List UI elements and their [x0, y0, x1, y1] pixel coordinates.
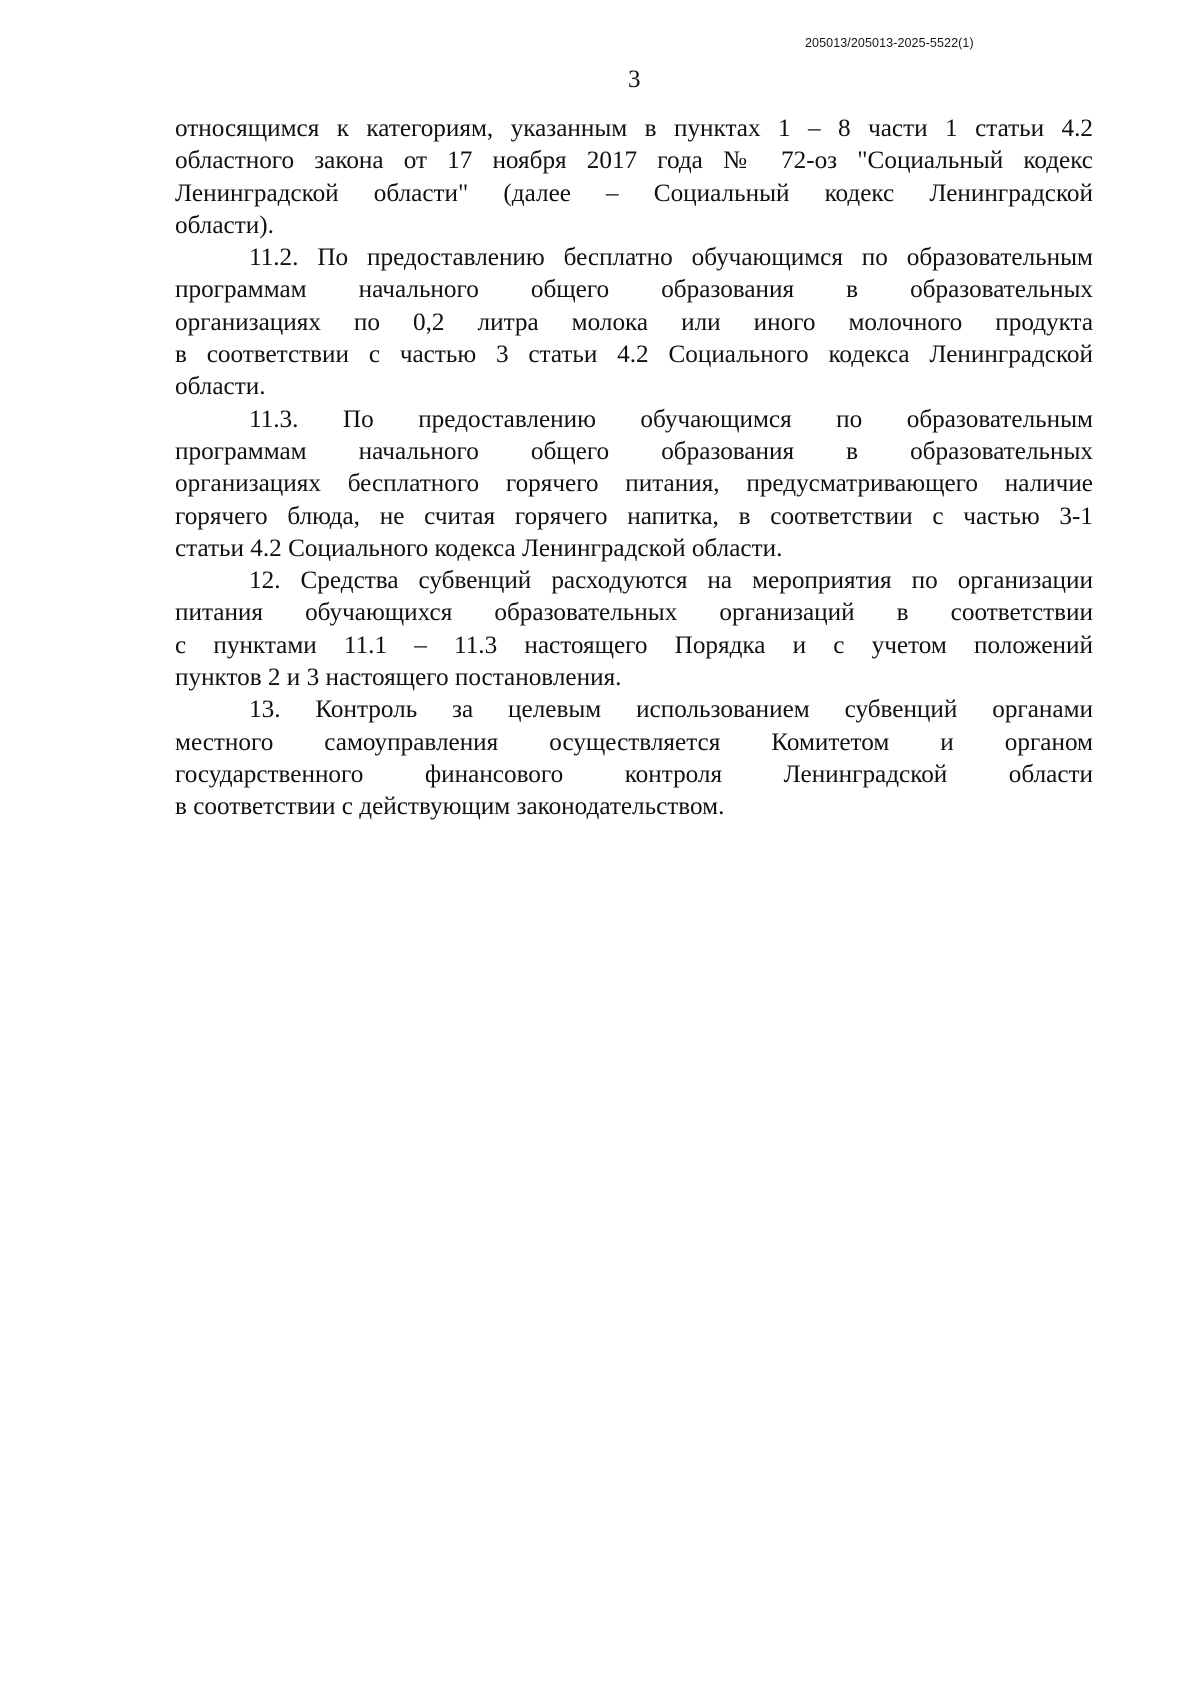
- text-line: программам начального общего образования в образовательных: [175, 276, 1093, 304]
- paragraph-13: [175, 694, 1093, 823]
- text-line: 12. Средства субвенций расходуются на мероприятия по организации: [249, 567, 1093, 595]
- text-line: 11.2. По предоставлению бесплатно обучающимся по образовательным: [249, 244, 1093, 272]
- text-line: горячего блюда, не считая горячего напитка, в соответствии с частью 3-1: [175, 502, 1093, 530]
- document-body: [175, 113, 1093, 824]
- paragraph-continuation: [175, 113, 1093, 242]
- text-line: Ленинградской области" (далее – Социальный кодекс Ленинградской: [175, 179, 1093, 207]
- page-number: 3: [628, 66, 641, 93]
- text-line: питания обучающихся образовательных организаций в соответствии: [175, 599, 1093, 627]
- paragraph-11-2: [175, 242, 1093, 403]
- text-line: 11.3. По предоставлению обучающимся по образовательным: [249, 405, 1093, 433]
- text-line: областного закона от 17 ноября 2017 года № 72-оз "Социальный кодекс: [175, 147, 1093, 175]
- text-line: пунктов 2 и 3 настоящего постановления.: [175, 664, 622, 692]
- text-line: области.: [175, 373, 266, 401]
- text-line: с пунктами 11.1 – 11.3 настоящего Порядка и с учетом положений: [175, 631, 1093, 659]
- text-line: программам начального общего образования в образовательных: [175, 437, 1093, 465]
- paragraph-12: [175, 565, 1093, 694]
- text-line: в соответствии с действующим законодательством.: [175, 793, 725, 821]
- document-registration-id: 205013/205013-2025-5522(1): [805, 36, 974, 50]
- text-line: в соответствии с частью 3 статьи 4.2 Социального кодекса Ленинградской: [175, 341, 1093, 369]
- paragraph-11-3: [175, 404, 1093, 565]
- text-line: организациях бесплатного горячего питания, предусматривающего наличие: [175, 470, 1093, 498]
- text-line: относящимся к категориям, указанным в пунктах 1 – 8 части 1 статьи 4.2: [175, 115, 1093, 142]
- text-line: области).: [175, 211, 274, 239]
- text-line: государственного финансового контроля Ленинградской области: [175, 760, 1093, 788]
- text-line: организациях по 0,2 литра молока или иного молочного продукта: [175, 308, 1093, 336]
- text-line: статьи 4.2 Социального кодекса Ленинградской области.: [175, 534, 783, 562]
- text-line: 13. Контроль за целевым использованием субвенций органами: [249, 696, 1093, 724]
- text-line: местного самоуправления осуществляется Комитетом и органом: [175, 728, 1093, 756]
